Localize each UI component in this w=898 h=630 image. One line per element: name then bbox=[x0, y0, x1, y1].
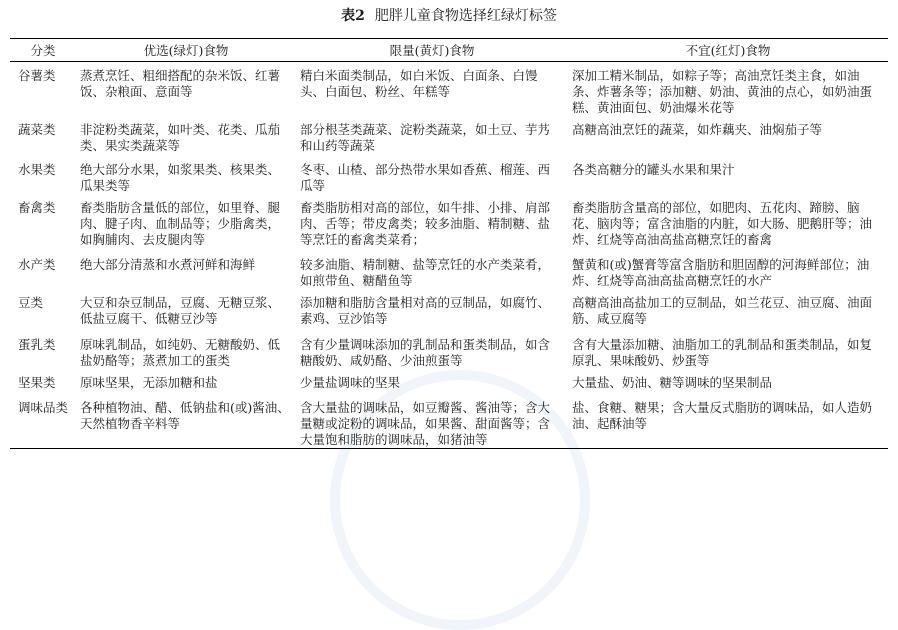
row-category: 调味品类 bbox=[18, 400, 69, 415]
row-category: 蛋乳类 bbox=[18, 337, 56, 352]
row-category: 水果类 bbox=[18, 162, 56, 177]
cell-yellow: 含有少量调味添加的乳制品和蛋类制品，如含糖酸奶、咸奶酪、少油煎蛋等 bbox=[300, 337, 551, 368]
cell-yellow: 畜类脂肪相对高的部位，如牛排、小排、肩部肉、舌等；带皮禽类；较多油脂、精制糖、盐等烹饪的畜禽类菜肴； bbox=[300, 200, 551, 247]
row-category: 豆类 bbox=[18, 295, 44, 310]
cell-green: 蒸煮烹饪、粗细搭配的杂米饭、红薯饭、杂粮面、意面等 bbox=[80, 68, 281, 99]
cell-red: 含有大量添加糖、油脂加工的乳制品和蛋类制品，如复原乳、果味酸奶、炒蛋等 bbox=[572, 337, 873, 368]
table-row bbox=[10, 289, 888, 331]
cell-green: 畜类脂肪含量低的部位，如里脊、腿肉、腱子肉、血制品等；少脂禽类，如胸脯肉、去皮腿肉等 bbox=[80, 200, 281, 247]
cell-yellow: 部分根茎类蔬菜、淀粉类蔬菜，如土豆、芋艿和山药等蔬菜 bbox=[300, 122, 551, 153]
cell-green: 大豆和杂豆制品，豆腐、无糖豆浆、低盐豆腐干、低糖豆沙等 bbox=[80, 295, 281, 326]
row-category: 畜禽类 bbox=[18, 200, 56, 215]
header-row bbox=[10, 39, 888, 62]
header-red: 不宜(红灯)食物 bbox=[685, 43, 771, 58]
cell-red: 畜类脂肪含量高的部位，如肥肉、五花肉、蹄膀、脑花、脑肉等；富含油脂的内脏，如大肠、肥鹅肝等；油炸、红烧等高油高盐高糖烹饪的畜禽 bbox=[572, 200, 873, 247]
header-category: 分类 bbox=[30, 43, 56, 58]
table-row bbox=[10, 116, 888, 156]
row-category: 谷薯类 bbox=[18, 68, 56, 83]
table-title: 肥胖儿童食物选择红绿灯标签 bbox=[374, 8, 557, 24]
table-row bbox=[10, 194, 888, 251]
cell-yellow: 添加糖和脂肪含量相对高的豆制品，如腐竹、素鸡、豆沙馅等 bbox=[300, 295, 551, 326]
cell-red: 深加工精米制品，如粽子等；高油烹饪类主食，如油条、炸薯条等；添加糖、奶油、黄油的点心，如奶油蛋糕、黄油面包、奶油爆米花等 bbox=[572, 68, 873, 115]
cell-red: 高糖高油烹饪的蔬菜，如炸藕夹、油焖茄子等 bbox=[572, 122, 823, 137]
header-green: 优选(绿灯)食物 bbox=[143, 43, 229, 58]
cell-green: 原味乳制品，如纯奶、无糖酸奶、低盐奶酪等；蒸煮加工的蛋类 bbox=[80, 337, 281, 368]
cell-green: 非淀粉类蔬菜，如叶类、花类、瓜茄类、果实类蔬菜等 bbox=[80, 122, 281, 153]
cell-yellow: 含大量盐的调味品，如豆瓣酱、酱油等；含大量糖或淀粉的调味品，如果酱、甜面酱等；含大量饱和脂肪的调味品，如猪油等 bbox=[300, 400, 551, 447]
table-row bbox=[10, 331, 888, 369]
cell-green: 绝大部分清蒸和水煮河鲜和海鲜 bbox=[80, 257, 256, 272]
cell-green: 绝大部分水果，如浆果类、核果类、瓜果类等 bbox=[80, 162, 281, 193]
cell-yellow: 较多油脂、精制糖、盐等烹饪的水产类菜肴，如煎带鱼、糖醋鱼等 bbox=[300, 257, 551, 288]
cell-yellow: 少量盐调味的坚果 bbox=[300, 375, 401, 390]
cell-red: 盐、食糖、糖果；含大量反式脂肪的调味品，如人造奶油、起酥油等 bbox=[572, 400, 873, 431]
table-row bbox=[10, 369, 888, 394]
cell-yellow: 精白米面类制品，如白米饭、白面条、白馒头、白面包、粉丝、年糕等 bbox=[300, 68, 538, 99]
cell-red: 高糖高油高盐加工的豆制品，如兰花豆、油豆腐、油面筋、咸豆腐等 bbox=[572, 295, 873, 326]
table-row bbox=[10, 251, 888, 289]
cell-red: 各类高糖分的罐头水果和果汁 bbox=[572, 162, 735, 177]
cell-yellow: 冬枣、山楂、部分热带水果如香蕉、榴莲、西瓜等 bbox=[300, 162, 551, 193]
cell-red: 大量盐、奶油、糖等调味的坚果制品 bbox=[572, 375, 773, 390]
traffic-light-food-table bbox=[10, 38, 888, 449]
cell-green: 原味坚果，无添加糖和盐 bbox=[80, 375, 218, 390]
header-yellow: 限量(黄灯)食物 bbox=[389, 43, 475, 58]
row-category: 水产类 bbox=[18, 257, 56, 272]
row-category: 蔬菜类 bbox=[18, 122, 56, 137]
table-number: 表2 bbox=[341, 8, 365, 24]
table-row bbox=[10, 156, 888, 194]
cell-green: 各种植物油、醋、低钠盐和(或)酱油、天然植物香辛料等 bbox=[80, 400, 290, 431]
table-row bbox=[10, 394, 888, 449]
row-category: 坚果类 bbox=[18, 375, 56, 390]
table-row bbox=[10, 62, 888, 117]
cell-red: 蟹黄和(或)蟹膏等富含脂肪和胆固醇的河海鲜部位；油炸、红烧等高油高盐高糖烹饪的水产 bbox=[572, 257, 870, 288]
table-caption bbox=[0, 6, 898, 26]
